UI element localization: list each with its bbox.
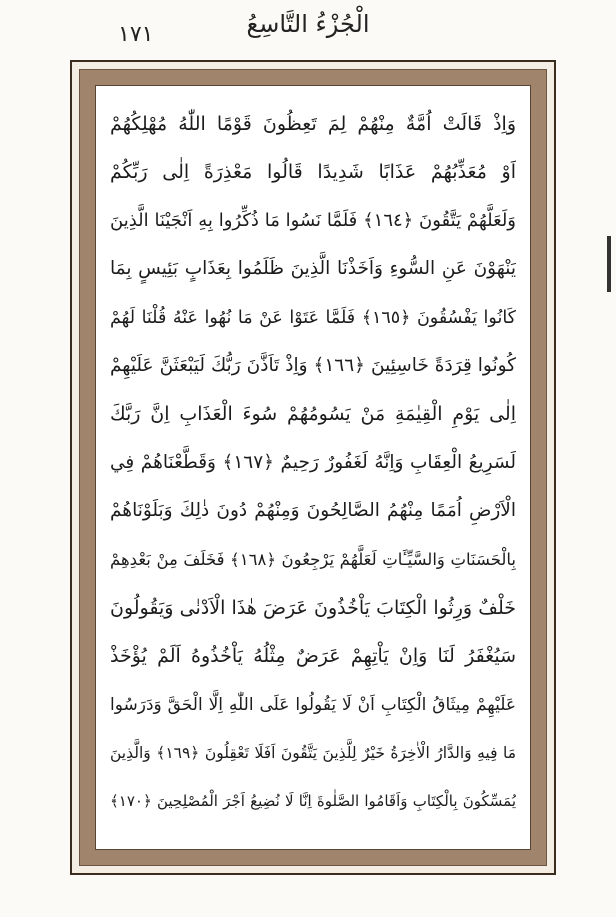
text-line-4: يَنْهَوْنَ عَنِ السُّوءِ وَاَخَذْنَا الَّذِينَ ظَلَمُوا بِعَذَابٍ بَئِيسٍ بِمَا [110,258,516,280]
page-header [0,0,616,62]
text-line-2: اَوْ مُعَذِّبُهُمْ عَذَابًا شَدِيدًا قَالُوا مَعْذِرَةً اِلٰى رَبِّكُمْ [110,161,516,184]
text-line-13: عَلَيْهِمْ مِيثَاقُ الْكِتَابِ اَنْ لَا يَقُولُوا عَلَى اللّٰهِ اِلَّا الْحَقَّ وَدَرَسُوا [110,694,516,715]
page-number: ١٧١ [118,22,154,47]
text-line-12: سَيُغْفَرُ لَنَا وَاِنْ يَاْتِهِمْ عَرَضٌ مِثْلُهُ يَاْخُذُوهُ اَلَمْ يُؤْخَذْ [110,645,516,668]
text-line-5: كَانُوا يَفْسُقُونَ ﴿١٦٥﴾ فَلَمَّا عَتَوْا عَنْ مَا نُهُوا عَنْهُ قُلْنَا لَهُمْ [110,307,516,328]
text-line-8: لَسَرِيعُ الْعِقَابِ وَاِنَّهُ لَغَفُورٌ رَحِيمٌ ﴿١٦٧﴾ وَقَطَّعْنَاهُمْ فِي [110,451,516,473]
text-line-6: كُونُوا قِرَدَةً خَاسِئِينَ ﴿١٦٦﴾ وَاِذْ تَاَذَّنَ رَبُّكَ لَيَبْعَثَنَّ عَلَيْهِمْ [110,354,516,376]
text-line-3: وَلَعَلَّهُمْ يَتَّقُونَ ﴿١٦٤﴾ فَلَمَّا نَسُوا مَا ذُكِّرُوا بِهِ اَنْجَيْنَا الَّذِينَ [110,209,516,231]
text-line-10: بِالْحَسَنَاتِ وَالسَّيِّـَٔاتِ لَعَلَّهُمْ يَرْجِعُونَ ﴿١٦٨﴾ فَخَلَفَ مِنْ بَعْدِهِمْ [110,549,516,569]
text-line-1: وَاِذْ قَالَتْ اُمَّةٌ مِنْهُمْ لِمَ تَعِظُونَ قَوْمًا اللّٰهُ مُهْلِكُهُمْ [110,113,516,135]
text-line-9: الْاَرْضِ اُمَمًا مِنْهُمُ الصَّالِحُونَ وَمِنْهُمْ دُونَ ذٰلِكَ وَبَلَوْنَاهُمْ [110,500,516,522]
quran-text-body [110,100,516,826]
text-line-7: اِلٰى يَوْمِ الْقِيٰمَةِ مَنْ يَسُومُهُمْ سُوءَ الْعَذَابِ اِنَّ رَبَّكَ [110,403,516,426]
page-edge-mark [607,236,611,292]
text-line-14: مَا فِيهِ وَالدَّارُ الْاٰخِرَةُ خَيْرٌ لِلَّذِينَ يَتَّقُونَ اَفَلَا تَعْقِلُونَ ﴿١٦٩﴾ وَالَّذِينَ [110,744,516,763]
text-line-11: خَلْفٌ وَرِثُوا الْكِتَابَ يَاْخُذُونَ عَرَضَ هٰذَا الْاَدْنٰى وَيَقُولُونَ [110,596,516,619]
text-line-15: يُمَسِّكُونَ بِالْكِتَابِ وَاَقَامُوا الصَّلٰوةَ اِنَّا لَا نُضِيعُ اَجْرَ الْمُصْلِحِينَ ﴿١٧٠﴾ [110,792,516,811]
juz-title: الْجُزْءُ التَّاسِعُ [246,10,370,38]
